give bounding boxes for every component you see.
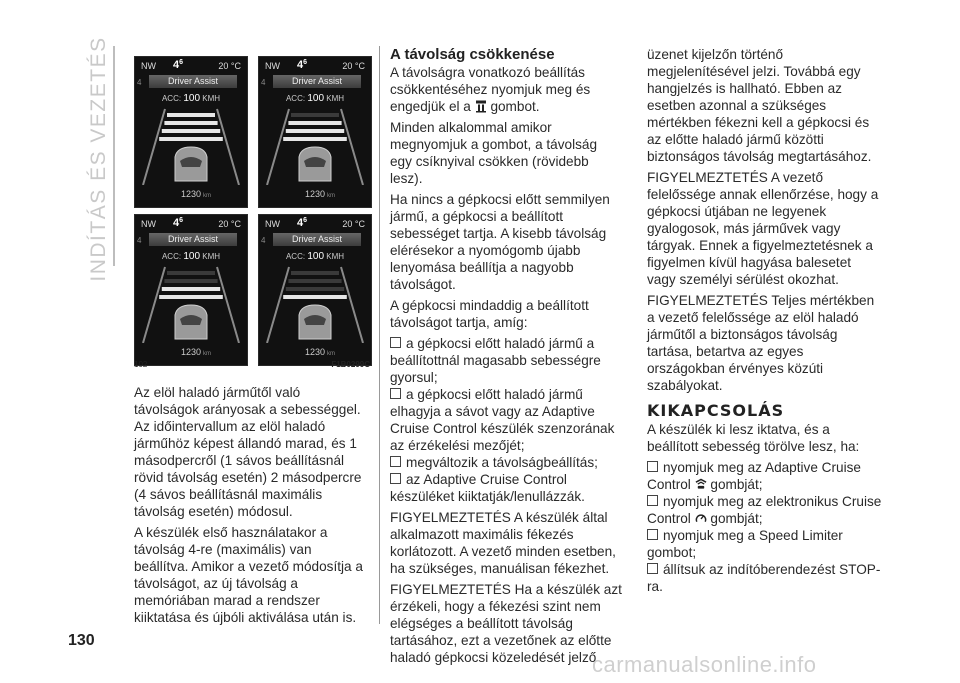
driver-assist-title: Driver Assist <box>149 75 237 88</box>
odometer: 1230 km <box>181 347 212 357</box>
checkbox-bullet-icon <box>390 456 401 467</box>
side-indicator: 4 <box>261 236 266 245</box>
bullet-list <box>647 459 883 595</box>
outside-temperature: 20 °C <box>218 219 241 229</box>
paragraph <box>390 64 622 115</box>
gear-indicator: $4^6$ <box>297 217 308 229</box>
distance-bar <box>288 121 341 125</box>
page-number: 130 <box>68 632 95 649</box>
section-heading: KIKAPCSOLÁS <box>647 401 785 420</box>
checkbox-bullet-icon <box>390 388 401 399</box>
paragraph: A készülék első használatakor a távolság 4-re (maximális) van beállítva. Amikor a vezető módosítja a távolságot, az új távolság a memóriában marad a rendszer kiiktatása és újbóli aktiválása után is. <box>134 525 363 625</box>
distance-graphic <box>259 263 371 343</box>
cluster-panel-1 <box>134 56 248 208</box>
driver-assist-title: Driver Assist <box>273 233 361 246</box>
checkbox-bullet-icon <box>390 473 401 484</box>
distance-bar <box>286 287 344 291</box>
paragraph-text: A távolságra vonatkozó beállítás csökkentéséhez nyomjuk meg és engedjük el a <box>390 65 591 114</box>
figure-code: F1B0299C <box>331 360 370 369</box>
list-item: nyomjuk meg az elektronikus Cruise Control gombját; <box>647 494 882 526</box>
cluster-panel-2 <box>258 56 372 208</box>
side-indicator: 4 <box>137 78 142 87</box>
text-column-3 <box>647 46 883 599</box>
cluster-panel-4 <box>258 214 372 366</box>
driver-assist-title: Driver Assist <box>149 233 237 246</box>
odometer: 1230 km <box>305 189 336 199</box>
distance-bar <box>286 129 344 133</box>
cruise-control-icon <box>695 512 707 525</box>
acc-speed-readout: ACC: 100 KMH <box>161 93 221 104</box>
distance-bar <box>159 295 223 299</box>
distance-bar <box>288 279 341 283</box>
distance-bar <box>283 137 347 141</box>
distance-bar <box>162 129 220 133</box>
distance-bar <box>164 279 217 283</box>
paragraph: Minden alkalommal amikor megnyomjuk a gombot, a távolság egy csíknyival csökken (rövidebb lesz). <box>390 120 598 186</box>
section-side-title-text: INDÍTÁS ÉS VEZETÉS <box>87 36 110 282</box>
distance-bar <box>159 137 223 141</box>
gear-indicator: $4^6$ <box>173 217 184 229</box>
section-heading: A távolság csökkenése <box>390 46 555 63</box>
distance-button-icon <box>475 100 487 113</box>
compass-heading: NW <box>141 61 156 71</box>
acc-speed-readout: ACC: 100 KMH <box>161 251 221 262</box>
checkbox-bullet-icon <box>647 563 658 574</box>
paragraph: A gépkocsi mindaddig a beállított távolságot tartja, amíg: <box>390 298 589 330</box>
paragraph: A készülék ki lesz iktatva, és a beállított sebesség törölve lesz, ha: <box>647 422 860 454</box>
side-indicator: 4 <box>137 236 142 245</box>
distance-bar <box>291 113 339 117</box>
compass-heading: NW <box>265 219 280 229</box>
side-indicator: 4 <box>261 78 266 87</box>
side-divider <box>113 46 115 266</box>
warning-paragraph: FIGYELMEZTETÉS Teljes mértékben a vezető felelőssége az elöl haladó járműtől a biztonságos távolság tartása, betartva az egyes országokban érvényes közúti szabályokat. <box>647 293 875 393</box>
warning-paragraph: FIGYELMEZTETÉS Ha a készülék azt érzékeli, hogy a fékezési szint nem elégséges a beállított távolság tartásához, ezt a vezetőnek az előtte haladó gépkocsi közeledését jelző <box>390 582 622 665</box>
acc-speed-readout: ACC: 100 KMH <box>285 93 345 104</box>
paragraph: Ha nincs a gépkocsi előtt semmilyen jármű, a gépkocsi a beállított sebességet tartja. A kisebb távolság elérésekor a nyomógomb újabb lenyomása beállítja a nagyobb távolságot. <box>390 192 610 292</box>
compass-heading: NW <box>141 219 156 229</box>
distance-bar <box>291 271 339 275</box>
outside-temperature: 20 °C <box>342 219 365 229</box>
list-item: megváltozik a távolságbeállítás; <box>390 454 622 471</box>
text-column-2 <box>390 46 622 670</box>
checkbox-bullet-icon <box>647 461 658 472</box>
bullet-list <box>390 335 622 505</box>
column-divider <box>379 46 380 624</box>
list-item: nyomjuk meg a Speed Limiter gombot; <box>647 528 843 560</box>
distance-bar <box>164 121 217 125</box>
warning-paragraph: FIGYELMEZTETÉS A vezető felelőssége annak ellenőrzése, hogy a gépkocsi útjában ne legyenek gyalogosok, más járművek vagy tárgyak. Ennek a figyelmeztetésnek a figyelmen kívül hagyása balesetet vagy személyi sérülést okozhat. <box>647 170 879 287</box>
acc-speed-readout: ACC: 100 KMH <box>285 251 345 262</box>
checkbox-bullet-icon <box>647 495 658 506</box>
gear-indicator: $4^6$ <box>297 59 308 71</box>
compass-heading: NW <box>265 61 280 71</box>
paragraph-text: gombot. <box>490 99 540 114</box>
figure-number: 102 <box>134 360 148 369</box>
list-item: az Adaptive Cruise Control készüléket kiiktatják/lenullázzák. <box>390 472 585 504</box>
distance-bar <box>162 287 220 291</box>
paragraph: üzenet kijelzőn történő megjelenítésével jelzi. Továbbá egy hangjelzés is hallható. Ebben az esetben azonnal a szükséges mértékben fékezni kell a gépkocsi és az előtte haladó jármű közötti biztonságos távolság megtartásához. <box>647 47 872 164</box>
checkbox-bullet-icon <box>647 529 658 540</box>
odometer: 1230 km <box>181 189 212 199</box>
distance-bar <box>167 113 215 117</box>
checkbox-bullet-icon <box>390 337 401 348</box>
distance-bar <box>283 295 347 299</box>
watermark: carmanualsonline.info <box>592 652 817 677</box>
text-column-1 <box>134 384 366 630</box>
paragraph: Az elöl haladó járműtől való távolságok arányosak a sebességgel. Az időintervallum az elöl haladó járműhöz képest állandó marad, és 1 másodpercről (1 sávos beállításnál rövid távolság esetén) 2 másodpercre (4 sávos beállításnál maximális távolság esetén) módosul. <box>134 385 362 519</box>
odometer: 1230 km <box>305 347 336 357</box>
section-side-title <box>86 36 112 282</box>
distance-bar <box>167 271 215 275</box>
driver-assist-title: Driver Assist <box>273 75 361 88</box>
outside-temperature: 20 °C <box>342 61 365 71</box>
outside-temperature: 20 °C <box>218 61 241 71</box>
list-item: a gépkocsi előtt haladó jármű a beállítottnál magasabb sebességre gyorsul; <box>390 336 601 385</box>
list-item: nyomjuk meg az Adaptive Cruise Control gombját; <box>647 460 861 492</box>
distance-graphic <box>259 105 371 185</box>
list-item: a gépkocsi előtt haladó jármű elhagyja a sávot vagy az Adaptive Cruise Control készülék szenzorának az érzékelési mezőjét; <box>390 387 615 453</box>
adaptive-cruise-control-icon <box>695 478 707 491</box>
list-item: állítsuk az indítóberendezést STOP-ra. <box>647 562 881 594</box>
warning-paragraph: FIGYELMEZTETÉS A készülék által alkalmazott maximális fékezés korlátozott. A vezető minden esetben, ha szükséges, manuálisan fékezhet. <box>390 510 616 576</box>
cluster-panel-3 <box>134 214 248 366</box>
distance-graphic <box>135 263 247 343</box>
driver-assist-figure <box>134 56 370 372</box>
distance-graphic <box>135 105 247 185</box>
gear-indicator: $4^6$ <box>173 59 184 71</box>
